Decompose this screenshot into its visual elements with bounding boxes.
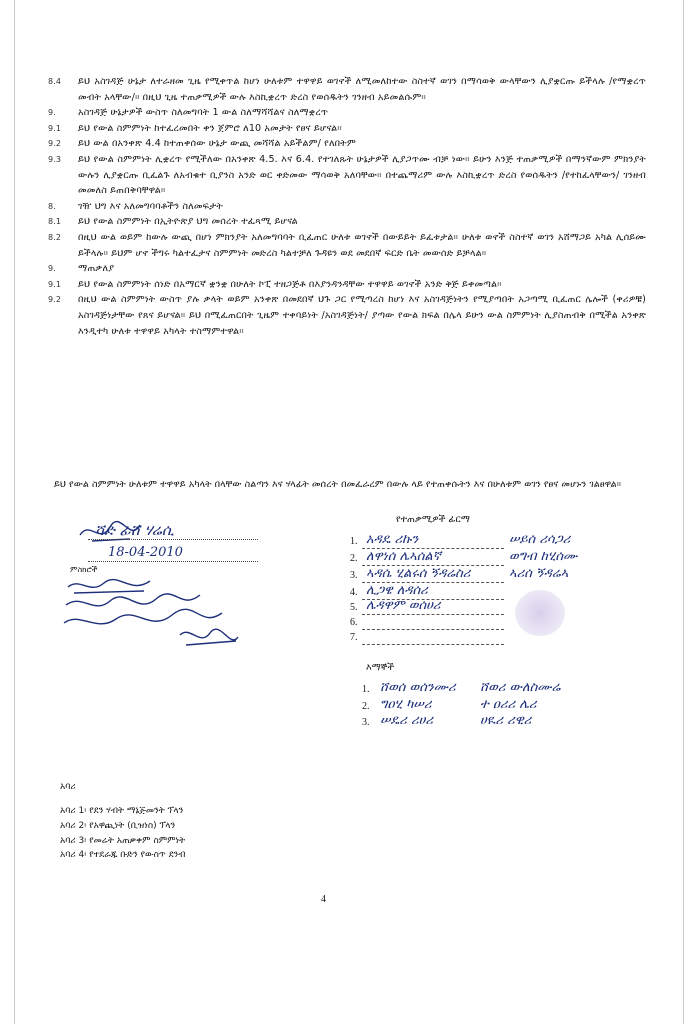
signature-name: ሻድ ፊሸ ሃሬሲ bbox=[95, 521, 174, 539]
attachments-heading: አባሪ bbox=[60, 782, 76, 792]
signature-line bbox=[88, 539, 258, 540]
signatory-row: 7. bbox=[344, 632, 644, 646]
clause: 9.2 ይህ ውል በአንቀጽ 4.4 ከተጠቀሰው ሁኔታ ውጪ መሻሻል አይችልም/ የለበትም bbox=[48, 138, 356, 150]
clause: 9.3 ይህ የውል ስምምነት ሊቋረጥ የሚችለው በአንቀጽ 4.5. እና 6.4. የተገለጹት ሁኔታዎች ሊያጋጥሙ ብቻ ነው። ይሁን እንጅ ተጠቃሚዎች በማንኛውም ምክንያት ውሉን ሊያቋርጡ ቢፈልጉ ለአብቁተ ቢያንስ አንድ ወር ቀድመው ማሳወቅ አለባቸው። በተጨማሪም ውሉ እስኪቋረጥ ድረስ የወሰዱትን /የተከፈላቸውን/ ገንዘብ መመለስ ይጠበቅባቸዋል። bbox=[48, 153, 646, 197]
witness-signature: ሀዪሪ ሪዊሪ bbox=[480, 713, 532, 728]
signatory-name: ለዋነሰ ሌኣሰልኛ bbox=[366, 549, 441, 564]
signatory-row: 5. ሌዳዋም ወሰሀሪ bbox=[344, 602, 644, 616]
witness-scribbles bbox=[60, 575, 260, 660]
witness-row: 2. ግዐሂ ካሠሪ ተ ዐሪሪ ሌሪ bbox=[362, 697, 537, 712]
signatory-row: 2. ለዋነሰ ሌኣሰልኛ ወግብ ከሂሰሙ bbox=[350, 549, 578, 564]
signatory-name: አዳዴ ሪኩን bbox=[366, 532, 419, 547]
clause: 8.1 ይህ የውል ስምምነት በኢትዮጵያ ህግ መሰረት ተፈጻሚ ይሆናል bbox=[48, 216, 298, 228]
signature-date: 18-04-2010 bbox=[108, 545, 183, 560]
clause: 9. አስገዳጅ ሁኔታዎች ውስጥ ስለመግባት 1 ውል ስለማሻሻልና ስለማቋረጥ bbox=[48, 107, 329, 119]
scan-edge-right bbox=[683, 0, 684, 1024]
clause: 8. ገዥ ህግ እና አለመግባባቶችን ስለመፍታት bbox=[48, 200, 223, 212]
page-number: 4 bbox=[321, 894, 326, 905]
signatory-name: ኣዳሴ ሂልሩሰ ኝዳሬስሪ bbox=[366, 566, 471, 581]
witness-signature: ሸወሪ ውለስሙሬ bbox=[480, 680, 561, 695]
clause: 9.2 በዚህ ውል ስምምነት ውስጥ ያሉ ቃላት ወይም አንቀጽ በመደበኛ ህጉ ጋር የሚጣረስ ከሆነ እና አስገዳጅነትን የሚያጣበት አጋጣሚ ቢፈጠር ሌሎች (ቀሪዎቹ) አስገዳጅነታቸው የጸና ይሆናል። ይህ በሚፈጠርበት ጊዜም ተቀባይነት /አስገዳጅነት/ ያጣው የውል ክፍል በሌላ ይሁን ውል ስምምነት ሊያስጠብቅ በሚችል አንቀጽ እንዲተካ ሁለቱ ተዋዋይ አካላት ተስማምተዋል። bbox=[48, 294, 646, 337]
signatory-name: ሊጋዌ ለዳሰሪ bbox=[366, 583, 428, 598]
witnesses-block bbox=[360, 662, 650, 728]
attachment-item: አባሪ 2፡ የአዋጪነት (ቢዝነስ) ፕላን bbox=[60, 820, 176, 831]
signatory-row: 1. አዳዴ ሪኩን ሠይሰ ሪሳጋሪ bbox=[350, 532, 571, 547]
witness-signature: ተ ዐሪሪ ሌሪ bbox=[480, 697, 537, 712]
signatory-row: 4. ሊጋዌ ለዳሰሪ bbox=[344, 587, 644, 601]
attachment-item: አባሪ 1፡ የደን ሃብት ማኔጅመንት ፕላን bbox=[60, 806, 184, 816]
signatory-signature: ወግብ ከሂሰሙ bbox=[509, 549, 578, 564]
signatory-signature: ሠይሰ ሪሳጋሪ bbox=[509, 532, 571, 547]
signatory-row: 3. ኣዳሴ ሂልሩሰ ኝዳሬስሪ ኣሪሰ ኝዳሬኣ bbox=[350, 566, 569, 581]
signatories-block bbox=[344, 514, 644, 643]
witnesses-heading: እማኞች bbox=[366, 662, 395, 673]
scan-edge-left bbox=[14, 0, 15, 1024]
clause: 9.1 ይህ የውል ስምምነት ሰነድ በአማርኛ ቋንቋ በሁለት ኮፒ ተዘጋጅቶ በእያንዳንዳቸው ተዋዋይ ወገኖች አንድ ቅጅ ይቀመጣል። bbox=[48, 278, 502, 290]
attachment-item: አባሪ 3፡ የመሬት አጠቃቀም ስምምነት bbox=[60, 835, 186, 846]
signatories-heading: የተጠቃሚዎች ፊርማ bbox=[396, 514, 470, 525]
witness-row: 1. ሸወሰ ወሰንሙሪ ሸወሪ ውለስሙሬ bbox=[362, 680, 561, 695]
clause: 8.4 ይህ አስገዳጅ ሁኔታ ለተራዘመ ጊዜ የሚቀጥል ከሆነ ሁለቱም ተዋዋይ ወገኖች ለሚመለከተው ስስተኛ ወገን በማሳወቅ ውላቸውን ሊያቋርጡ ይችላሉ /የማቋረጥ መብት አላቸው/። በዚህ ጊዜ ተጠቃሚዎች ውሉ እስኪቋረጥ ድረስ የወሰዱትን ገንዘብ አይመልሱም። bbox=[48, 76, 646, 103]
clause-list bbox=[48, 74, 646, 339]
clause: 8.2 በዚህ ውል ወይም ከውሉ ውጪ በሆነ ምክንያት አለመግባባት ቢፈጠር ሁለቱ ወገኖች በውይይት ይፈቱታል። ሁለቱ ወኖች ስስተኛ ወገን አሸማጋይ አካል ሊሰይሙ ይችላሉ። ይህም ሆኖ ችግሩ ካልተፈታና ስምምነት መድረስ ካልተቻለ ጉዳዩን ወደ መደበኛ ፍርድ ቤት መውሰድ ይቻላል። bbox=[48, 231, 646, 259]
closing-statement: ይህ የውል ስምምነት ሁለቱም ተዋዋይ አካላት በላቸው ስልጣን እና ሃላፊት መሰረት በመፈራረም በውሉ ላይ የተጠቀሱትን እና በሁለቱም ወገን የፀና መሆኑን ገልፀዋል። bbox=[54, 479, 622, 490]
witness-name: ግዐሂ ካሠሪ bbox=[380, 697, 432, 712]
attachment-item: አባሪ 4፡ የተደራጁ ቡድን የውስጥ ደንብ bbox=[60, 850, 186, 861]
clause: 9.1 ይህ የውል ስምምነት ከተፈረመበት ቀን ጀምሮ ለ10 አመታት የፀና ይሆናል። bbox=[48, 122, 342, 134]
date-line bbox=[88, 561, 258, 562]
clause: 9. ማጠቃለያ bbox=[48, 263, 115, 275]
witness-name: ሠዴሪ ሪሀሪ bbox=[380, 713, 433, 728]
attachments-list bbox=[60, 782, 360, 863]
official-stamp bbox=[515, 590, 565, 636]
witness-label: ምስክሮች bbox=[70, 565, 98, 574]
left-witness-signatures bbox=[60, 565, 260, 655]
witness-row: 3. ሠዴሪ ሪሀሪ ሀዪሪ ሪዊሪ bbox=[362, 713, 532, 728]
signatory-signature: ኣሪሰ ኝዳሬኣ bbox=[509, 566, 569, 581]
witness-name: ሸወሰ ወሰንሙሪ bbox=[380, 680, 456, 695]
signatory-row: 6. bbox=[344, 617, 644, 631]
signatory-name: ሌዳዋም ወሰሀሪ bbox=[366, 598, 441, 613]
